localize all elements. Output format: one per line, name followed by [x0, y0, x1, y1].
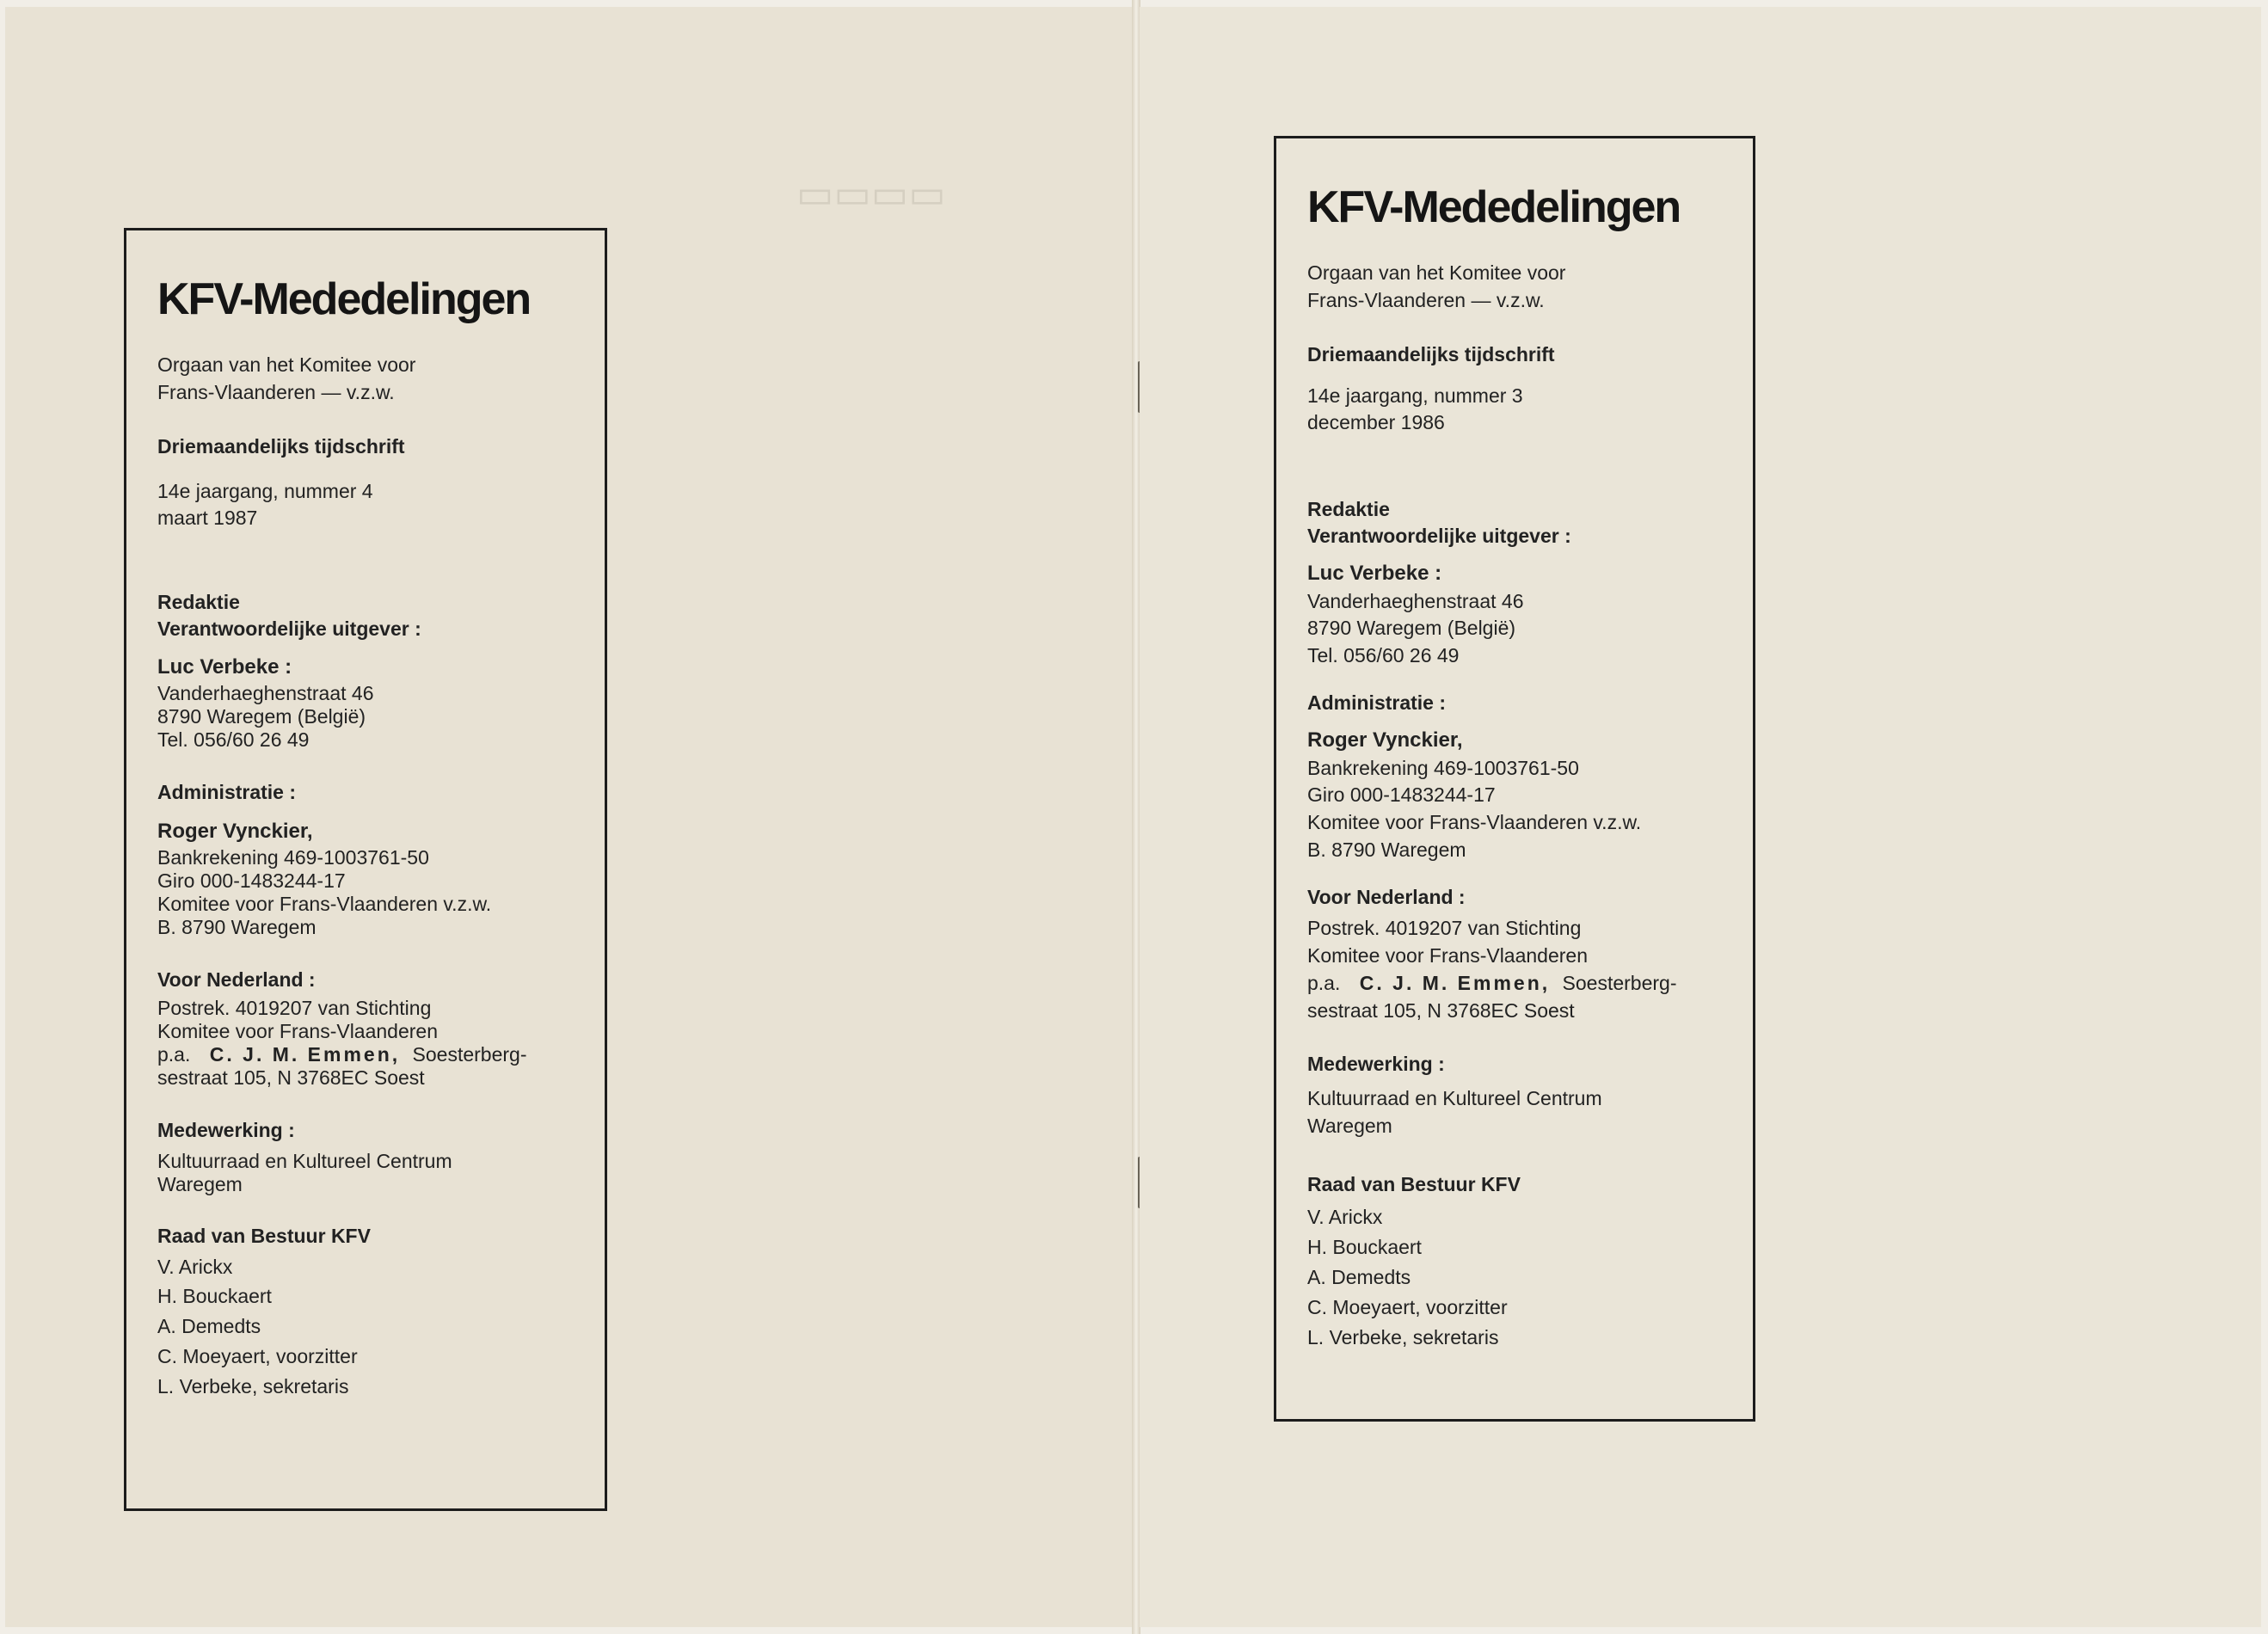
- organ-line: Orgaan van het Komitee voor: [157, 353, 416, 376]
- board-member: C. Moeyaert, voorzitter: [157, 1345, 358, 1367]
- bank-line: Bankrekening 469-1003761-50: [157, 846, 429, 869]
- bank-line: Bankrekening 469-1003761-50: [1307, 757, 1579, 779]
- nederland-line: Postrek. 4019207 van Stichting: [157, 997, 432, 1019]
- person-name: Roger Vynckier,: [1307, 728, 1463, 752]
- phone-line: Tel. 056/60 26 49: [1307, 644, 1460, 666]
- section-heading: Voor Nederland :: [1307, 886, 1466, 908]
- section-heading: Verantwoordelijke uitgever :: [157, 617, 421, 640]
- board-member: L. Verbeke, sekretaris: [1307, 1326, 1499, 1348]
- show-through-text: ▭▭▭▭: [796, 171, 946, 216]
- contact-name: C. J. M. Emmen,: [1359, 972, 1551, 994]
- giro-line: Giro 000-1483244-17: [1307, 783, 1496, 806]
- nederland-line: sestraat 105, N 3768EC Soest: [1307, 999, 1575, 1022]
- issue-number: 14e jaargang, nummer 4: [157, 480, 373, 502]
- board-member: H. Bouckaert: [1307, 1236, 1422, 1258]
- masthead-title: KFV-Mededelingen: [1307, 182, 1681, 232]
- nederland-line: Postrek. 4019207 van Stichting: [1307, 917, 1582, 939]
- medewerking-line: Waregem: [1307, 1115, 1392, 1137]
- board-member: H. Bouckaert: [157, 1285, 272, 1307]
- board-member: A. Demedts: [1307, 1266, 1411, 1288]
- board-member: V. Arickx: [1307, 1206, 1383, 1228]
- section-heading: Medewerking :: [1307, 1053, 1445, 1075]
- address-line: 8790 Waregem (België): [157, 705, 366, 728]
- section-heading: Redaktie: [1307, 498, 1390, 520]
- board-member: C. Moeyaert, voorzitter: [1307, 1296, 1508, 1318]
- organ-line: Frans-Vlaanderen — v.z.w.: [1307, 289, 1545, 311]
- street-part: Soesterberg-: [412, 1043, 527, 1066]
- colophon-box-right: [1274, 136, 1755, 1422]
- phone-line: Tel. 056/60 26 49: [157, 728, 310, 751]
- section-heading: Verantwoordelijke uitgever :: [1307, 525, 1571, 547]
- section-heading: Administratie :: [1307, 691, 1447, 714]
- nederland-line: Komitee voor Frans-Vlaanderen: [1307, 944, 1588, 967]
- section-heading: Raad van Bestuur KFV: [1307, 1173, 1521, 1195]
- person-name: Luc Verbeke :: [1307, 562, 1442, 585]
- issue-date: december 1986: [1307, 411, 1445, 433]
- organ-line: Frans-Vlaanderen — v.z.w.: [157, 381, 395, 403]
- organ-line: Orgaan van het Komitee voor: [1307, 261, 1566, 284]
- medewerking-line: Kultuurraad en Kultureel Centrum: [157, 1150, 452, 1172]
- address-line: 8790 Waregem (België): [1307, 617, 1516, 639]
- org-line: Komitee voor Frans-Vlaanderen v.z.w.: [157, 893, 492, 915]
- pa-label: p.a.: [157, 1043, 191, 1066]
- section-heading: Voor Nederland :: [157, 968, 316, 991]
- medewerking-line: Waregem: [157, 1173, 243, 1195]
- section-heading: Medewerking :: [157, 1119, 295, 1141]
- medewerking-line: Kultuurraad en Kultureel Centrum: [1307, 1087, 1602, 1109]
- giro-line: Giro 000-1483244-17: [157, 869, 346, 892]
- board-member: L. Verbeke, sekretaris: [157, 1375, 349, 1398]
- issue-number: 14e jaargang, nummer 3: [1307, 384, 1523, 407]
- section-heading: Raad van Bestuur KFV: [157, 1225, 371, 1247]
- issue-date: maart 1987: [157, 507, 258, 529]
- org-line: Komitee voor Frans-Vlaanderen v.z.w.: [1307, 811, 1642, 833]
- nederland-line: [1307, 969, 1677, 997]
- pa-label: p.a.: [1307, 972, 1341, 994]
- nederland-line: sestraat 105, N 3768EC Soest: [157, 1066, 425, 1089]
- address-line: Vanderhaeghenstraat 46: [1307, 590, 1524, 612]
- periodical-label: Driemaandelijks tijdschrift: [1307, 343, 1555, 366]
- address-line: Vanderhaeghenstraat 46: [157, 682, 374, 704]
- section-heading: Administratie :: [157, 781, 297, 803]
- board-member: V. Arickx: [157, 1256, 233, 1278]
- periodical-label: Driemaandelijks tijdschrift: [157, 435, 405, 458]
- nederland-line: Komitee voor Frans-Vlaanderen: [157, 1020, 438, 1042]
- colophon-box-left: [124, 228, 607, 1511]
- address-line: B. 8790 Waregem: [157, 916, 317, 938]
- person-name: Roger Vynckier,: [157, 820, 313, 843]
- address-line: B. 8790 Waregem: [1307, 838, 1466, 861]
- person-name: Luc Verbeke :: [157, 655, 292, 679]
- section-heading: Redaktie: [157, 591, 240, 613]
- masthead-title: KFV-Mededelingen: [157, 274, 531, 324]
- board-member: A. Demedts: [157, 1315, 261, 1337]
- contact-name: C. J. M. Emmen,: [209, 1043, 401, 1066]
- street-part: Soesterberg-: [1562, 972, 1677, 994]
